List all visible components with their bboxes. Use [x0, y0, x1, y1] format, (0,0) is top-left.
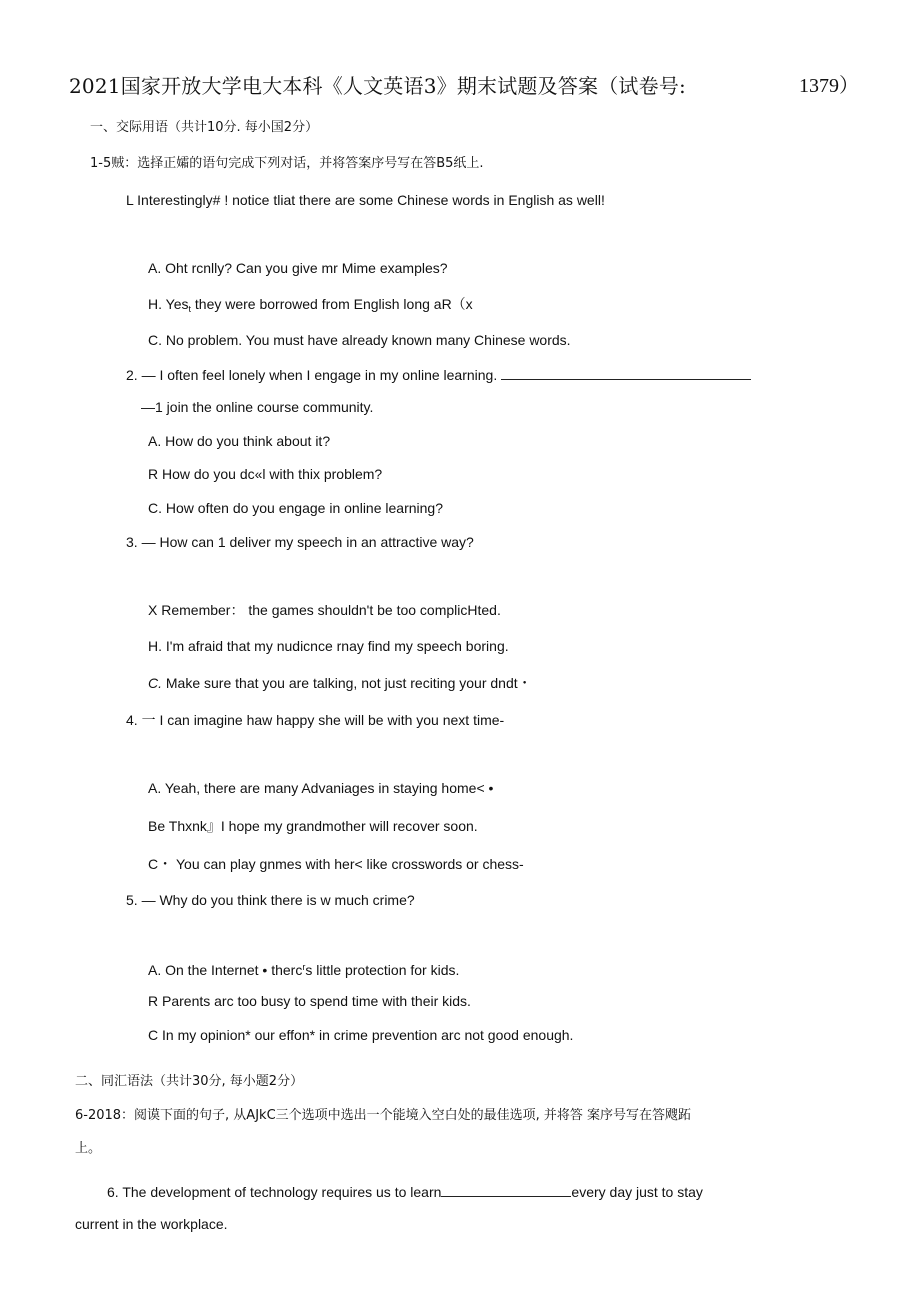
question-1-stem: L Interestingly# ! notice tliat there are some Chinese words in English as well! [126, 192, 605, 208]
section-2-instruction-line-1: 6-2018：阅谟下面的句子, 从AJkC三个选项中选出一个能境入空白处的最佳选项, 并将答 案序号写在答飕跖 [75, 1108, 692, 1123]
question-3-option-b: H. I'm afraid that my nudicnce rnay find my speech boring. [148, 638, 509, 654]
answer-blank [441, 1182, 571, 1197]
question-2-reply: —1 join the online course community. [141, 399, 374, 415]
question-6-stem-end: every day just to stay [571, 1184, 703, 1200]
question-3-option-c-letter: C. [148, 675, 162, 691]
question-2-option-a: A. How do you think about it? [148, 433, 331, 449]
question-5-option-a [148, 958, 459, 979]
question-5-option-a-start: A. On the Internet • therc [148, 962, 303, 978]
question-2-option-c: C. How often do you engage in online learning? [148, 500, 443, 516]
section-1-heading: 一、交际用语（共计10分. 每小国2分） [90, 120, 319, 135]
exam-title [69, 73, 686, 99]
question-5-option-a-superscript: r [302, 962, 306, 972]
question-6-stem-continuation: current in the workplace. [75, 1216, 228, 1232]
section-1-instruction: 1-5贼：选择正孀的语句完成下列对话，并将答案序号写在答B5纸上. [90, 156, 484, 171]
question-2-stem-line [126, 365, 751, 384]
exam-paper-number [799, 73, 859, 99]
question-3-option-c-text: Make sure that you are talking, not just reciting your dndt・ [162, 675, 532, 691]
question-2-stem: 2. — I often feel lonely when I engage in my online learning. [126, 367, 498, 383]
question-1-option-b-end: they were borrowed from English long aR（x [191, 296, 473, 312]
question-3-stem: 3. — How can 1 deliver my speech in an attractive way? [126, 534, 474, 550]
question-5-option-b: R Parents arc too busy to spend time with their kids. [148, 993, 471, 1009]
section-2-instruction-line-2: 上。 [75, 1141, 102, 1156]
question-1-option-b [148, 295, 473, 318]
question-5-stem: 5. — Why do you think there is w much crime? [126, 892, 415, 908]
question-1-option-a: A. Oht rcnlly? Can you give mr Mime examples? [148, 260, 448, 276]
question-2-option-b: R How do you dc«l with thix problem? [148, 466, 383, 482]
question-1-option-b-start: H. Yes [148, 296, 189, 312]
exam-title-text: 2021国家开放大学电大本科《人文英语3》期末试题及答案（试卷号: [69, 74, 686, 98]
question-4-option-c: C・ You can play gnmes with her< like crosswords or chess- [148, 856, 524, 872]
question-4-option-a: A. Yeah, there are many Advaniages in staying home< • [148, 780, 494, 796]
question-4-option-b: Be Thxnk』I hope my grandmother will recover soon. [148, 818, 478, 834]
question-1-option-c: C. No problem. You must have already known many Chinese words. [148, 332, 571, 348]
question-5-option-a-end: s little protection for kids. [305, 962, 460, 978]
question-1-option-b-subscript: t [188, 304, 191, 314]
exam-paper-number-text: 1379） [799, 75, 859, 97]
question-4-stem: 4. 一 I can imagine haw happy she will be with you next time- [126, 712, 505, 728]
question-3-option-a: X Remember： the games shouldn't be too complicHted. [148, 602, 501, 618]
section-2-heading: 二、同汇语法（共计30分, 每小题2分） [75, 1074, 304, 1089]
question-3-option-c [148, 674, 532, 692]
question-6-stem-start: 6. The development of technology requires us to learn [107, 1184, 442, 1200]
question-5-option-c: C In my opinion* our effon* in crime prevention arc not good enough. [148, 1027, 574, 1043]
answer-blank [501, 365, 751, 380]
question-6-stem-line [107, 1182, 703, 1201]
